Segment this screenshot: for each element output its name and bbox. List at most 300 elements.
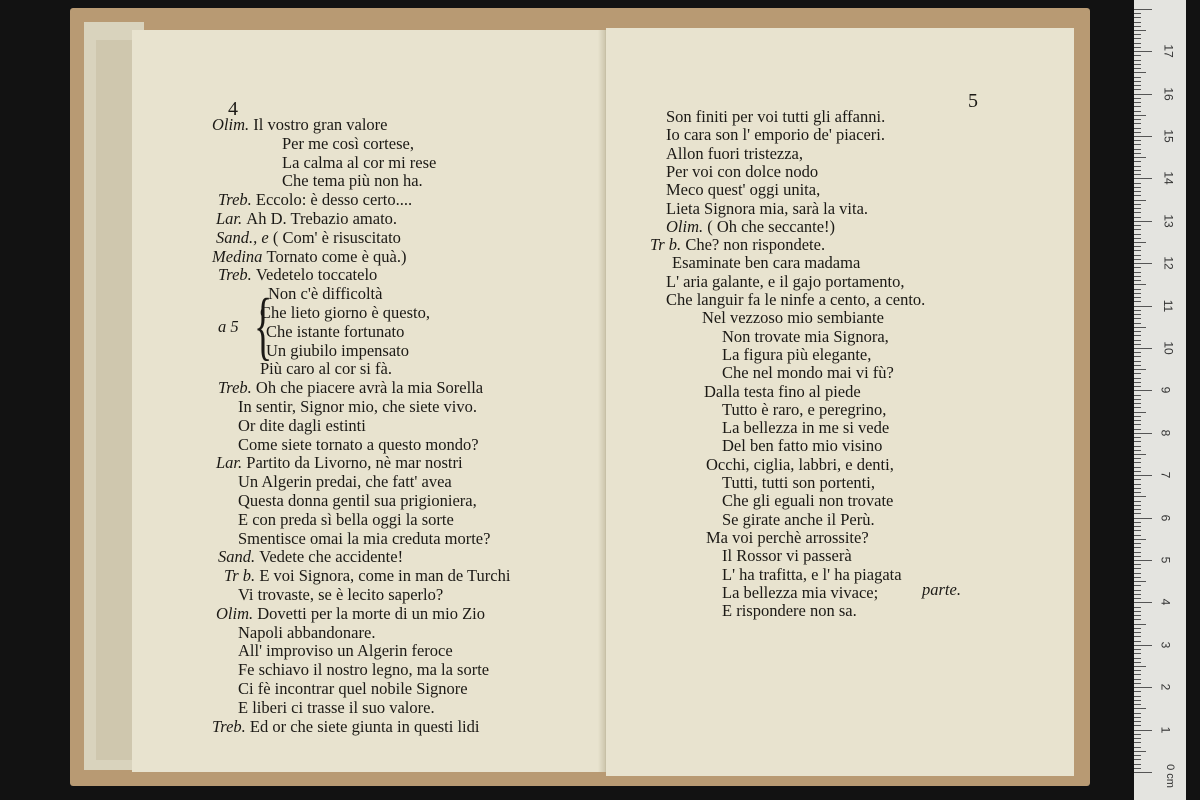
ruler-tick — [1134, 200, 1146, 201]
speaker-name: Treb. — [218, 378, 256, 398]
ruler-tick — [1134, 674, 1141, 675]
verse-text: Oh che piacere avrà la mia Sorella — [255, 378, 484, 398]
verse-text: ( Oh che seccante!) — [707, 216, 836, 236]
ruler-number: 6 — [1158, 514, 1173, 521]
verse-text: Ed or che siete giunta in questi lidi — [249, 716, 480, 736]
ruler-number: 13 — [1161, 214, 1176, 228]
speaker-name: Treb. — [218, 265, 256, 285]
ruler-tick — [1134, 153, 1141, 154]
ruler-tick — [1134, 382, 1141, 383]
ruler-tick — [1134, 356, 1141, 357]
ruler-tick — [1134, 594, 1141, 595]
ruler-tick — [1134, 43, 1141, 44]
ruler-tick — [1134, 386, 1141, 387]
ruler-tick — [1134, 238, 1141, 239]
text-line — [722, 401, 886, 419]
ruler-tick — [1134, 513, 1141, 514]
ruler-tick — [1134, 412, 1146, 413]
ruler-tick — [1134, 344, 1141, 345]
ruler-tick — [1134, 479, 1141, 480]
speaker-name: Olim. — [212, 115, 254, 134]
text-line — [672, 254, 860, 272]
ruler-tick — [1134, 725, 1141, 726]
ruler-tick — [1134, 399, 1141, 400]
ruler-tick — [1134, 560, 1152, 561]
ruler-tick — [1134, 742, 1141, 743]
text-line — [666, 181, 820, 199]
verse-text: Non trovate mia Signora, — [722, 326, 889, 346]
verse-text: Per voi con dolce nodo — [666, 161, 819, 181]
ruler-tick — [1134, 585, 1141, 586]
ruler-tick — [1134, 437, 1141, 438]
ruler-tick — [1134, 564, 1141, 565]
ruler-tick — [1134, 632, 1141, 633]
ruler-tick — [1134, 450, 1141, 451]
ruler-tick — [1134, 505, 1141, 506]
verse-text: ( Com' è risuscitato — [272, 227, 401, 247]
ruler-number: 1 — [1158, 726, 1173, 733]
ruler-tick — [1134, 34, 1141, 35]
ruler-tick — [1134, 9, 1152, 10]
ruler-tick — [1134, 395, 1141, 396]
ruler-tick — [1134, 687, 1152, 688]
ruler-tick — [1134, 708, 1146, 709]
ruler-tick — [1134, 255, 1141, 256]
speaker-name: Lar. — [216, 209, 247, 228]
text-line — [666, 291, 925, 309]
ruler-tick — [1134, 17, 1141, 18]
ruler-tick — [1134, 195, 1141, 196]
ruler-tick — [1134, 161, 1141, 162]
ruler-tick — [1134, 47, 1141, 48]
brace-mark: { — [254, 284, 273, 368]
ruler-tick — [1134, 547, 1141, 548]
text-line — [666, 108, 885, 126]
ruler-tick — [1134, 217, 1141, 218]
verse-text: Il vostro gran valore — [253, 115, 388, 134]
verse-text: Un Algerin predai, che fatt' avea — [238, 472, 452, 492]
ruler-tick — [1134, 289, 1141, 290]
ruler-tick — [1134, 454, 1146, 455]
ruler-tick — [1134, 94, 1152, 95]
verse-text: Che lieto giorno è questo, — [260, 303, 431, 322]
ruler-tick — [1134, 658, 1141, 659]
ruler-tick — [1134, 348, 1152, 349]
ruler-tick — [1134, 327, 1146, 328]
speaker-name: Sand., e — [216, 227, 273, 247]
verse-text: Tornato come è quà.) — [266, 246, 407, 266]
ruler-tick — [1134, 157, 1146, 158]
ruler-tick — [1134, 26, 1141, 27]
ruler-tick — [1134, 433, 1152, 434]
speaker-name: Treb. — [212, 716, 250, 736]
text-line — [704, 383, 861, 401]
text-line — [238, 680, 468, 698]
ensemble-label: a 5 — [218, 317, 239, 336]
ruler-tick — [1134, 471, 1141, 472]
text-line — [266, 323, 404, 341]
verse-text: Più caro al cor si fà. — [260, 359, 392, 379]
ruler-tick — [1134, 72, 1146, 73]
ruler-tick — [1134, 704, 1141, 705]
text-line — [216, 210, 397, 228]
text-line — [212, 116, 388, 134]
ruler-tick — [1134, 166, 1141, 167]
ruler-tick — [1134, 225, 1141, 226]
ruler-tick — [1134, 335, 1141, 336]
ruler-tick — [1134, 170, 1141, 171]
text-line — [266, 342, 409, 360]
ruler-tick — [1134, 679, 1141, 680]
verse-text: Napoli abbandonare. — [238, 622, 376, 642]
verse-text: Per me così cortese, — [282, 133, 414, 153]
ruler-tick — [1134, 747, 1141, 748]
ruler-tick — [1134, 446, 1141, 447]
ruler-tick — [1134, 276, 1141, 277]
ruler-tick — [1134, 751, 1146, 752]
speaker-name: Tr b. — [224, 566, 260, 586]
ruler-tick — [1134, 293, 1141, 294]
ruler-tick — [1134, 246, 1141, 247]
ruler-tick — [1134, 267, 1141, 268]
ruler-tick — [1134, 378, 1141, 379]
text-line — [216, 605, 485, 623]
ruler-tick — [1134, 22, 1141, 23]
verse-text: Che istante fortunato — [266, 321, 405, 341]
verse-text: Allon fuori tristezza, — [666, 143, 803, 163]
right-page — [606, 28, 1074, 776]
verse-text: Or dite dagli estinti — [238, 415, 366, 435]
verse-text: Non c'è difficoltà — [268, 284, 383, 304]
ruler-tick — [1134, 496, 1146, 497]
ruler-tick — [1134, 136, 1152, 137]
ruler-tick — [1134, 649, 1141, 650]
ruler-tick — [1134, 420, 1141, 421]
ruler-tick — [1134, 526, 1141, 527]
verse-text: E voi Signora, come in man de Turchi — [259, 566, 511, 586]
ruler-tick — [1134, 178, 1152, 179]
verse-text: E liberi ci trasse il suo valore. — [238, 697, 435, 717]
text-line — [238, 473, 452, 491]
ruler-tick — [1134, 81, 1141, 82]
ruler-tick — [1134, 573, 1141, 574]
ruler-tick — [1134, 174, 1141, 175]
verse-text: Vi trovaste, se è lecito saperlo? — [238, 585, 444, 604]
ruler-tick — [1134, 98, 1141, 99]
verse-text: Partito da Livorno, nè mar nostri — [246, 453, 463, 473]
ruler-tick — [1134, 615, 1141, 616]
ruler-tick — [1134, 119, 1141, 120]
ruler-tick — [1134, 530, 1141, 531]
ruler-tick — [1134, 30, 1146, 31]
speaker-name: Tr b. — [650, 235, 686, 255]
verse-text: Dalla testa fino al piede — [704, 381, 861, 401]
ruler-tick — [1134, 730, 1152, 731]
text-line — [238, 492, 477, 510]
ruler-tick — [1134, 106, 1141, 107]
text-line — [666, 163, 818, 181]
text-line — [238, 624, 375, 642]
ruler-tick — [1134, 755, 1141, 756]
ruler-tick — [1134, 598, 1141, 599]
ruler-number: 3 — [1158, 641, 1173, 649]
text-line — [238, 530, 490, 548]
ruler-tick — [1134, 717, 1141, 718]
verse-text: L' ha trafitta, e l' ha piagata — [722, 564, 902, 584]
text-line — [702, 309, 884, 327]
text-line — [666, 273, 904, 291]
verse-text: E con preda sì bella oggi la sorte — [238, 509, 454, 529]
text-line — [224, 567, 510, 585]
text-line — [722, 566, 902, 584]
speaker-name: Medina — [212, 246, 267, 266]
verse-text: L' aria galante, e il gajo portamento, — [666, 271, 905, 291]
ruler-tick — [1134, 543, 1141, 544]
text-line — [218, 379, 483, 397]
speaker-name: Lar. — [216, 453, 247, 473]
text-line — [218, 191, 412, 209]
speaker-name: Olim. — [216, 603, 258, 623]
verse-text: Se girate anche il Perù. — [722, 509, 875, 529]
text-line — [722, 511, 875, 529]
ruler-tick — [1134, 331, 1141, 332]
ruler-tick — [1134, 683, 1141, 684]
ruler-tick — [1134, 111, 1141, 112]
ruler-tick — [1134, 734, 1141, 735]
verse-text: Il Rossor vi passerà — [722, 546, 852, 566]
ruler-tick — [1134, 318, 1141, 319]
text-line — [238, 699, 435, 717]
text-line — [282, 135, 414, 153]
ruler-tick — [1134, 68, 1141, 69]
verse-text: Lieta Signora mia, sarà la vita. — [666, 198, 869, 218]
ruler-tick — [1134, 13, 1141, 14]
ruler-tick — [1134, 509, 1141, 510]
verse-text: Ci fè incontrar quel nobile Signore — [238, 679, 468, 698]
ruler-tick — [1134, 492, 1141, 493]
verse-text: Un giubilo impensato — [266, 340, 409, 360]
ruler-tick — [1134, 323, 1141, 324]
ruler-tick — [1134, 128, 1141, 129]
ruler-tick — [1134, 721, 1141, 722]
ruler-tick — [1134, 522, 1141, 523]
ruler-tick — [1134, 501, 1141, 502]
ruler-tick — [1134, 297, 1141, 298]
text-line — [722, 474, 875, 492]
text-line — [722, 346, 871, 364]
ruler-tick — [1134, 149, 1141, 150]
text-line — [238, 398, 477, 416]
ruler-tick — [1134, 424, 1141, 425]
ruler-tick — [1134, 662, 1141, 663]
verse-text: La bellezza in me si vede — [722, 418, 890, 438]
ruler-tick — [1134, 407, 1141, 408]
verse-text: Io cara son l' emporio de' piaceri. — [666, 125, 885, 145]
verse-text: Vedetelo toccatelo — [255, 265, 378, 285]
ruler-tick — [1134, 280, 1141, 281]
ruler-tick — [1134, 484, 1141, 485]
ruler-tick — [1134, 441, 1141, 442]
ruler-number: 8 — [1158, 429, 1173, 437]
text-line — [722, 328, 889, 346]
ruler-tick — [1134, 234, 1141, 235]
ruler-tick — [1134, 738, 1141, 739]
text-line — [722, 584, 878, 602]
ruler-tick — [1134, 373, 1141, 374]
text-line — [722, 547, 852, 565]
ruler-tick — [1134, 55, 1141, 56]
verse-text: Smentisce omai la mia creduta morte? — [238, 528, 491, 548]
ruler-tick — [1134, 60, 1141, 61]
ruler-tick — [1134, 556, 1141, 557]
page-edges-inner — [96, 40, 136, 760]
verse-text: Eccolo: è desso certo.... — [255, 190, 413, 210]
verse-text: Ah D. Trebazio amato. — [246, 209, 398, 228]
verse-text: Che tema più non ha. — [282, 171, 423, 191]
ruler-tick — [1134, 416, 1141, 417]
ruler-tick — [1134, 310, 1141, 311]
ruler-tick — [1134, 64, 1141, 65]
ruler-tick — [1134, 467, 1141, 468]
ruler-tick — [1134, 611, 1141, 612]
verse-text: Tutto è raro, e peregrino, — [722, 399, 887, 419]
speaker-name: Olim. — [666, 216, 708, 236]
ruler-tick — [1134, 590, 1141, 591]
text-line — [238, 661, 489, 679]
text-line — [218, 266, 377, 284]
verse-text: Nel vezzoso mio sembiante — [702, 308, 884, 328]
ruler-tick — [1134, 301, 1141, 302]
ruler-tick — [1134, 221, 1152, 222]
ruler-tick — [1134, 144, 1141, 145]
ruler-tick — [1134, 636, 1141, 637]
ruler-tick — [1134, 764, 1141, 765]
verse-text: La figura più elegante, — [722, 344, 872, 364]
ruler-unit-label: 0 cm — [1163, 764, 1176, 788]
text-line — [722, 437, 882, 455]
ruler-number: 16 — [1161, 86, 1176, 101]
verse-text: Meco quest' oggi unita, — [666, 180, 821, 200]
ruler-tick — [1134, 602, 1152, 603]
ruler-tick — [1134, 314, 1141, 315]
text-line — [238, 417, 366, 435]
ruler-tick — [1134, 552, 1141, 553]
verse-text: Ma voi perchè arrossite? — [706, 527, 869, 547]
ruler-tick — [1134, 123, 1141, 124]
ruler-tick — [1134, 263, 1152, 264]
text-line — [722, 419, 889, 437]
text-line — [666, 145, 803, 163]
verse-text: Esaminate ben cara madama — [672, 253, 861, 273]
ruler-tick — [1134, 619, 1141, 620]
text-line — [212, 718, 479, 736]
ruler-tick — [1134, 204, 1141, 205]
ruler-tick — [1134, 259, 1141, 260]
text-line — [722, 364, 894, 382]
measuring-ruler — [1134, 0, 1186, 800]
text-line — [260, 360, 392, 378]
text-line — [706, 456, 894, 474]
page-number-left: 4 — [228, 98, 238, 120]
text-line — [260, 304, 430, 322]
ruler-tick — [1134, 628, 1141, 629]
ruler-tick — [1134, 51, 1152, 52]
verse-text: Che languir fa le ninfe a cento, a cento. — [666, 290, 926, 309]
ruler-tick — [1134, 581, 1146, 582]
ruler-number: 5 — [1158, 556, 1173, 564]
ruler-tick — [1134, 77, 1141, 78]
text-line — [216, 229, 401, 247]
ruler-tick — [1134, 191, 1141, 192]
ruler-tick — [1134, 759, 1141, 760]
ruler-number: 17 — [1161, 44, 1176, 58]
ruler-tick — [1134, 691, 1141, 692]
ruler-tick — [1134, 306, 1152, 307]
verse-text: Come siete tornato a questo mondo? — [238, 434, 479, 454]
ruler-number: 14 — [1161, 171, 1176, 186]
ruler-tick — [1134, 340, 1141, 341]
ruler-number: 10 — [1161, 341, 1176, 355]
ruler-tick — [1134, 462, 1141, 463]
verse-text: Che? non rispondete. — [685, 235, 826, 255]
text-line — [268, 285, 382, 303]
text-line — [650, 236, 825, 254]
ruler-tick — [1134, 284, 1146, 285]
ruler-tick — [1134, 250, 1141, 251]
ruler-tick — [1134, 183, 1141, 184]
ruler-tick — [1134, 624, 1146, 625]
text-line — [706, 529, 869, 547]
verse-text: Son finiti per voi tutti gli affanni. — [666, 107, 886, 126]
ruler-number: 2 — [1158, 683, 1173, 691]
speaker-name: Treb. — [218, 190, 256, 210]
ruler-tick — [1134, 641, 1141, 642]
text-line — [666, 126, 885, 144]
ruler-number: 4 — [1158, 599, 1173, 606]
ruler-tick — [1134, 242, 1146, 243]
verse-text: Fe schiavo il nostro legno, ma la sorte — [238, 660, 490, 680]
ruler-tick — [1134, 403, 1141, 404]
ruler-tick — [1134, 85, 1141, 86]
verse-text: Occhi, ciglia, labbri, e denti, — [706, 454, 894, 474]
ruler-tick — [1134, 713, 1141, 714]
ruler-tick — [1134, 89, 1141, 90]
stage-direction-parte: parte. — [922, 580, 961, 599]
verse-text: Del ben fatto mio visino — [722, 436, 883, 456]
ruler-tick — [1134, 369, 1146, 370]
text-line — [666, 218, 835, 236]
ruler-tick — [1134, 670, 1141, 671]
ruler-tick — [1134, 429, 1141, 430]
page-number-right: 5 — [968, 90, 978, 112]
text-line — [216, 454, 463, 472]
ruler-number: 7 — [1158, 471, 1173, 479]
ruler-number: 12 — [1161, 256, 1176, 270]
ruler-tick — [1134, 272, 1141, 273]
ruler-tick — [1134, 700, 1141, 701]
text-line — [282, 154, 436, 172]
ruler-tick — [1134, 568, 1141, 569]
verse-text: In sentir, Signor mio, che siete vivo. — [238, 397, 478, 416]
verse-text: All' improviso un Algerin feroce — [238, 641, 453, 661]
text-line — [238, 642, 453, 660]
ruler-tick — [1134, 653, 1141, 654]
text-line — [238, 586, 443, 604]
text-line — [212, 248, 406, 266]
text-line — [722, 602, 857, 620]
ruler-tick — [1134, 607, 1141, 608]
ruler-tick — [1134, 772, 1152, 773]
